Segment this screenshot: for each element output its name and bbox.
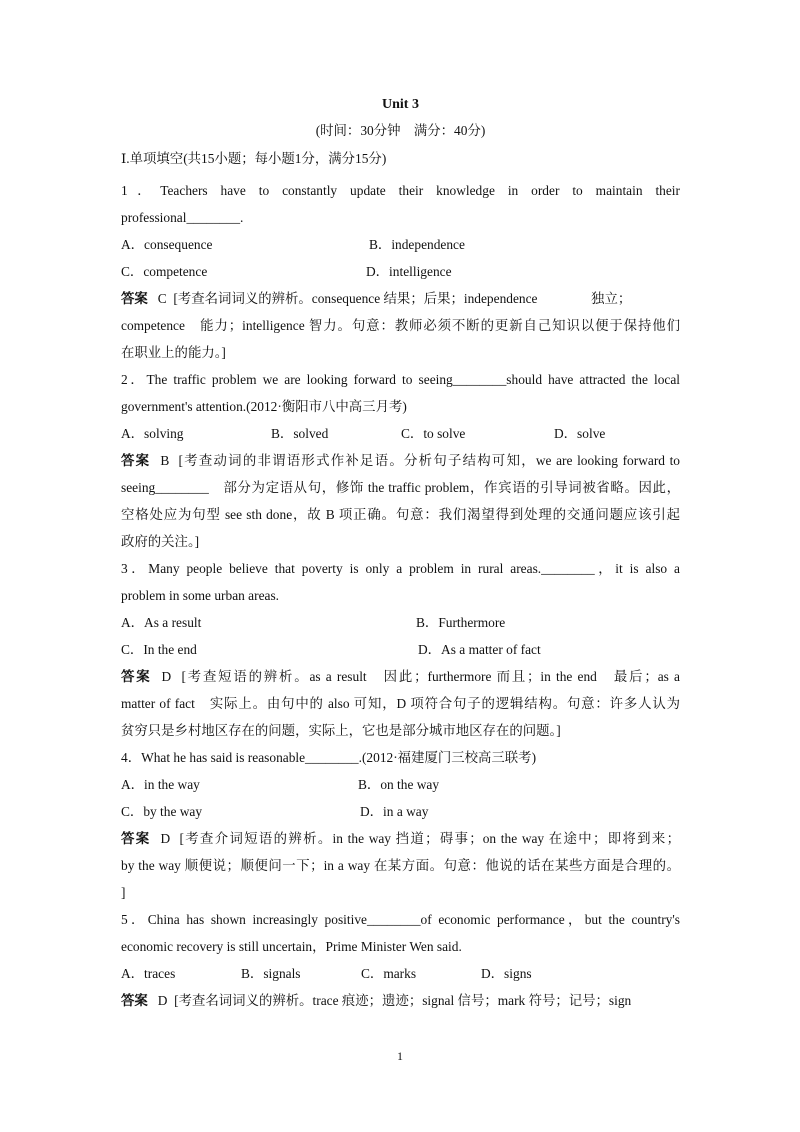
answer-label: 答案 [121,291,148,306]
option-b: B．on the way [358,777,440,792]
option-c: C．marks [361,966,417,981]
options-row [121,609,680,636]
option-c: C．to solve [401,426,466,441]
explanation: seeing________ 部分为定语从句，修饰 the traffic problem，作宾语的引导词被省略。因此， [121,480,680,495]
options-row [121,960,680,987]
option-a: A．solving [121,426,184,441]
question-stem: government's attention.(2012·衡阳市八中高三月考) [121,399,407,414]
option-a: A．As a result [121,615,202,630]
answer-line [121,987,680,1014]
time-score-info: (时间：30分钟 满分：40分) [315,123,486,138]
option-d: D．solve [554,426,606,441]
explanation: 空格处应为句型 see sth done，故 B 项正确。句意：我们渴望得到处理的交通问题应该引起 [121,507,680,522]
option-d: D．signs [481,966,532,981]
option-d: D．in a way [360,804,429,819]
option-d: D．intelligence [366,264,452,279]
answer-line [121,663,680,690]
explanation: 在职业上的能力。] [121,345,226,360]
question-3 [121,555,680,744]
option-b: B．independence [369,237,465,252]
explanation: competence 能力；intelligence 智力。句意：教师必须不断的更新自己知识以便于保持他们 [121,318,680,333]
question-stem: 4．What he has said is reasonable________.(2012·福建厦门三校高三联考) [121,750,537,765]
explanation: [考查名词词义的辨析。consequence 结果；后果；independence 独立； [173,291,632,306]
answer-label: 答案 [121,831,151,846]
explanation: [考查短语的辨析。as a result 因此；furthermore 而且；in the end 最后；as a [181,669,681,684]
option-b: B．signals [241,966,301,981]
answer-key: C [157,291,167,306]
answer-key: B [160,453,170,468]
option-b: B．Furthermore [416,615,506,630]
explanation: 政府的关注。] [121,534,200,549]
document-page [121,96,680,1014]
option-d: D．As a matter of fact [418,642,541,657]
explanation: [考查名词词义的辨析。trace 痕迹；遗迹；signal 信号；mark 符号；记号；sign [174,993,632,1008]
option-a: A．consequence [121,237,213,252]
question-stem: economic recovery is still uncertain，Prime Minister Wen said. [121,939,462,954]
question-stem: 2．The traffic problem we are looking forward to seeing________should have attracted the local [121,372,680,387]
option-c: C．by the way [121,804,203,819]
option-c: C．In the end [121,642,197,657]
question-stem: 3．Many people believe that poverty is only a problem in rural areas.________，it is also a [121,561,680,576]
explanation: [考查动词的非谓语形式作补足语。分析句子结构可知，we are looking forward to [178,453,681,468]
answer-key: D [157,993,168,1008]
options-row [121,798,680,825]
page-number: 1 [397,1049,403,1063]
explanation: 贫穷只是乡村地区存在的问题，实际上，它也是部分城市地区存在的问题。] [121,723,561,738]
answer-line [121,825,680,852]
question-stem: 5．China has shown increasingly positive________of economic performance，but the country's [121,912,680,927]
unit-title: Unit 3 [382,97,419,112]
explanation: ] [121,885,126,900]
question-5 [121,906,680,1014]
answer-key: D [161,669,172,684]
section-heading: Ⅰ.单项填空(共15小题；每小题1分，满分15分) [121,151,387,166]
options-row [121,771,680,798]
options-row [121,258,680,285]
options-row [121,231,680,258]
question-1 [121,177,680,366]
question-4 [121,744,680,906]
answer-line [121,285,680,312]
question-stem: 1．Teachers have to constantly update their knowledge in order to maintain their [121,183,680,198]
question-stem: problem in some urban areas. [121,588,280,603]
answer-label: 答案 [121,993,148,1008]
options-row [121,636,680,663]
option-a: A．traces [121,966,176,981]
option-b: B．solved [271,426,329,441]
option-a: A．in the way [121,777,200,792]
explanation: matter of fact 实际上。由句中的 also 可知，D 项符合句子的逻辑结构。句意：许多人认为 [121,696,680,711]
answer-line [121,447,680,474]
question-stem: professional________. [121,210,244,225]
answer-label: 答案 [121,669,152,684]
explanation: [考查介词短语的辨析。in the way 挡道；碍事；on the way 在途中；即将到来； [179,831,681,846]
answer-label: 答案 [121,453,151,468]
option-c: C．competence [121,264,208,279]
options-row [121,420,680,447]
explanation: by the way 顺便说；顺便问一下；in a way 在某方面。句意：他说的话在某些方面是合理的。 [121,858,680,873]
question-2 [121,366,680,555]
answer-key: D [160,831,171,846]
